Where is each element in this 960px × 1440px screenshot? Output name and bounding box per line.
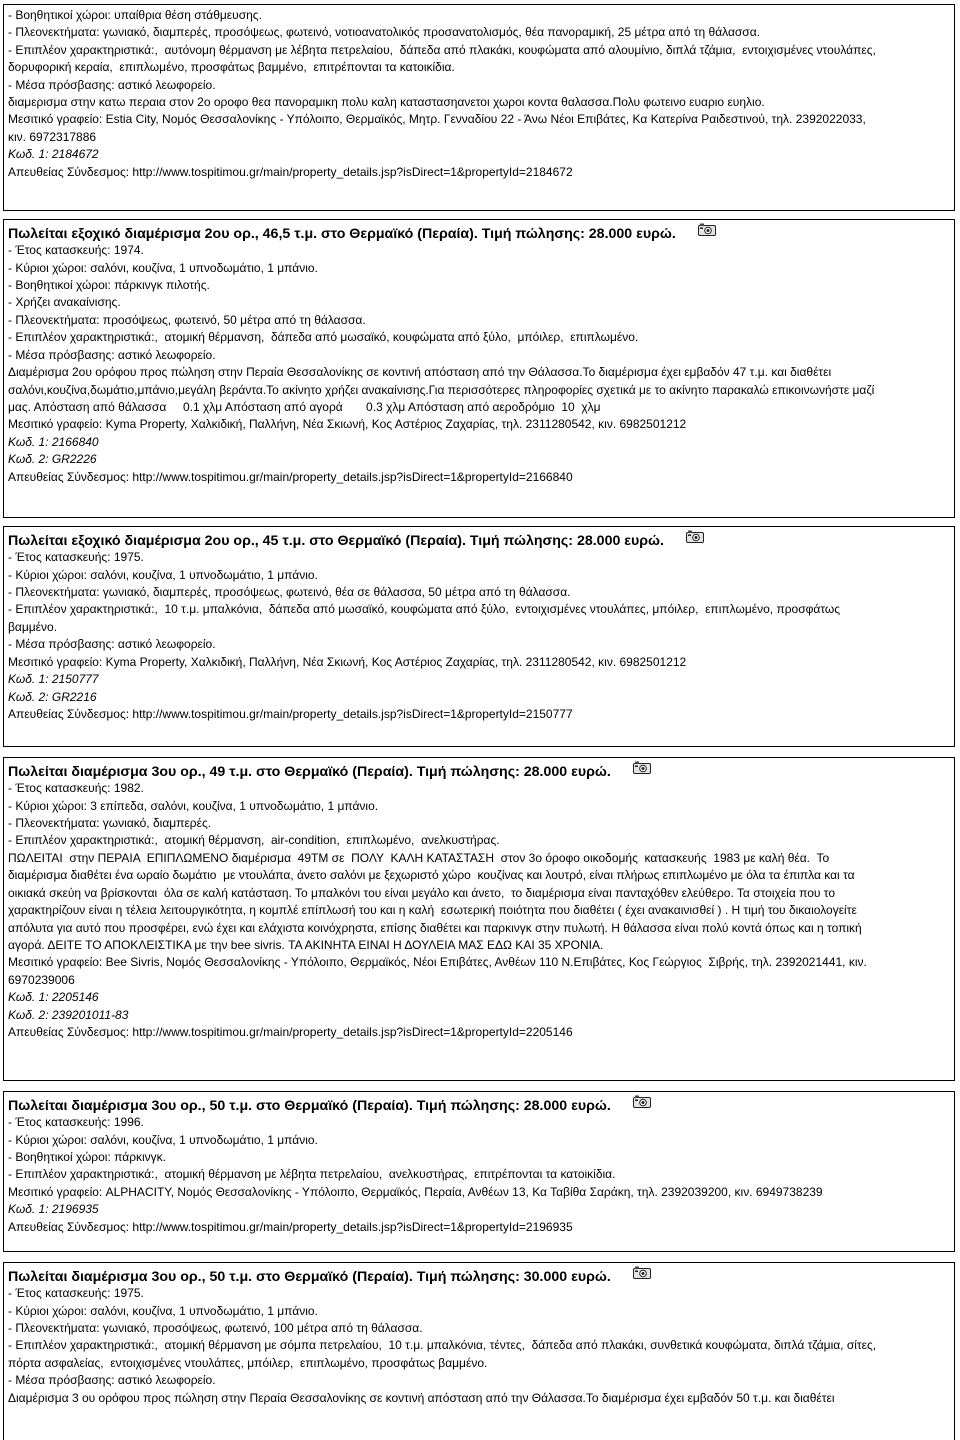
- direct-link[interactable]: Απευθείας Σύνδεσμος: http://www.tospitimou.gr/main/property_details.jsp?isDirect=1&propertyId=2150777: [8, 706, 573, 721]
- agency-line-cont: 6970239006: [8, 972, 75, 987]
- listing-title: Πωλείται διαμέρισμα 3ου ορ., 49 τ.μ. στο Θερμαϊκό (Περαία). Τιμή πώλησης: 28.000 ευρώ.: [8, 764, 611, 780]
- listing-title: Πωλείται διαμέρισμα 3ου ορ., 50 τ.μ. στο Θερμαϊκό (Περαία). Τιμή πώλησης: 28.000 ευρώ.: [8, 1098, 611, 1114]
- year-built-line: - Έτος κατασκευής: 1975.: [8, 1286, 144, 1301]
- camera-icon[interactable]: [633, 1094, 651, 1114]
- description-line: Διαμέρισμα 3 ου ορόφου προς πώληση στην Περαία Θεσσαλονίκης σε κοντινή απόσταση από την Θάλασσα.Το διαμέρισμα έχει εμβαδόν 50 τ.μ. και διαθέτει: [8, 1390, 835, 1405]
- renovation-line: - Χρήζει ανακαίνισης.: [8, 295, 121, 310]
- advantages-line: - Πλεονεκτήματα: γωνιακό, προσόψεως, φωτεινό, 100 μέτρα από τη θάλασσα.: [8, 1321, 423, 1336]
- listing-card-6: [3, 1262, 955, 1440]
- property-code-1: Κωδ. 1: 2196935: [8, 1202, 99, 1217]
- advantages-line: - Πλεονεκτήματα: γωνιακό, διαμπερές, προσόψεως, φωτεινό, νοτιοανατολικός προσανατολισμός, θέα πανοραμική, 25 μέτρα από τη θάλασσα.: [8, 25, 760, 40]
- listing-title: Πωλείται εξοχικό διαμέρισμα 2ου ορ., 46,5 τ.μ. στο Θερμαϊκό (Περαία). Τιμή πώλησης: 28.000 ευρώ.: [8, 226, 676, 242]
- extra-features-line: - Επιπλέον χαρακτηριστικά:, ατομική θέρμανση με σόμπα πετρελαίου, 10 τ.μ. μπαλκόνια, τέντες, δάπεδα από πλακάκι, συνθετικά κουφώματα, διπλά τζάμια, σίτες,: [8, 1338, 877, 1353]
- advantages-line: - Πλεονεκτήματα: γωνιακό, διαμπερές.: [8, 816, 212, 831]
- camera-icon[interactable]: [698, 222, 716, 242]
- main-spaces-line: - Κύριοι χώροι: 3 επίπεδα, σαλόνι, κουζίνα, 1 υπνοδωμάτιο, 1 μπάνιο.: [8, 798, 379, 813]
- main-spaces-line: - Κύριοι χώροι: σαλόνι, κουζίνα, 1 υπνοδωμάτιο, 1 μπάνιο.: [8, 1303, 318, 1318]
- description-line: διαμερισμα στην κατω περαια στον 2ο οροφο θεα πανοραμικη πολυ καλη καταστασηανετοι χωροι κοντα θαλασσα.Πολυ φωτεινο ευαριο ευηλιο.: [8, 95, 765, 110]
- agency-line: Μεσιτικό γραφείο: ALPHACITY, Νομός Θεσσαλονίκης - Υπόλοιπο, Θερμαϊκός, Περαία, Ανθέων 13, Κα Ταβίθα Σαράκη, τηλ. 2392039200, κιν. 6949738239: [8, 1184, 823, 1199]
- camera-icon[interactable]: [686, 529, 704, 549]
- direct-link[interactable]: Απευθείας Σύνδεσμος: http://www.tospitimou.gr/main/property_details.jsp?isDirect=1&propertyId=2196935: [8, 1219, 573, 1234]
- transport-line: - Μέσα πρόσβασης: αστικό λεωφορείο.: [8, 347, 216, 362]
- main-spaces-line: - Κύριοι χώροι: σαλόνι, κουζίνα, 1 υπνοδωμάτιο, 1 μπάνιο.: [8, 260, 318, 275]
- property-code-1: Κωδ. 1: 2184672: [8, 147, 99, 162]
- property-code-2: Κωδ. 2: 239201011-83: [8, 1007, 129, 1022]
- description-line: οικιακά σκεύη να βρίσκονται όλα σε καλή κατάσταση. Το μπαλκόνι του είναι μεγάλο και άνετο, το διαμέρισμα είναι πανταχόθεν ελεύθερο. Τα στοιχεία που το: [8, 885, 836, 900]
- listing-title-row: [8, 531, 954, 551]
- agency-line: Μεσιτικό γραφείο: Estia City, Νομός Θεσσαλονίκης - Υπόλοιπο, Θερμαϊκός, Μητρ. Γενναδίου 22 - Άνω Νέοι Επιβάτες, Κα Κατερίνα Ραιδεστινού, τηλ. 2392022033,: [8, 112, 866, 127]
- main-spaces-line: - Κύριοι χώροι: σαλόνι, κουζίνα, 1 υπνοδωμάτιο, 1 μπάνιο.: [8, 567, 318, 582]
- property-code-2: Κωδ. 2: GR2216: [8, 689, 97, 704]
- extra-features-line: - Επιπλέον χαρακτηριστικά:, 10 τ.μ. μπαλκόνια, δάπεδα από μωσαϊκό, κουφώματα από ξύλο, εντοιχισμένες ντουλάπες, μπόιλερ, επιπλωμένο, προσφάτως: [8, 602, 841, 617]
- transport-line: - Μέσα πρόσβασης: αστικό λεωφορείο.: [8, 1373, 216, 1388]
- agency-line: Μεσιτικό γραφείο: Kyma Property, Χαλκιδική, Παλλήνη, Νέα Σκιωνή, Κος Αστέριος Ζαχαρίας, τηλ. 2311280542, κιν. 6982501212: [8, 417, 687, 432]
- agency-line: Μεσιτικό γραφείο: Kyma Property, Χαλκιδική, Παλλήνη, Νέα Σκιωνή, Κος Αστέριος Ζαχαρίας, τηλ. 2311280542, κιν. 6982501212: [8, 654, 687, 669]
- listing-title-row: [8, 1267, 954, 1287]
- direct-link[interactable]: Απευθείας Σύνδεσμος: http://www.tospitimou.gr/main/property_details.jsp?isDirect=1&propertyId=2184672: [8, 164, 573, 179]
- property-code-2: Κωδ. 2: GR2226: [8, 452, 97, 467]
- description-line: χαρακτηρίζουν είναι η τέλεια λειτουργικότητα, η κομπλέ επίπλωσή του και η καλή εσωτερική ποιότητα που διαθέτει ( έχει ανακαινισθεί ) . Η τιμή του δικαιολογείτε: [8, 903, 857, 918]
- description-line: μας. Απόσταση από θάλασσα 0.1 χλμ Απόσταση από αγορά 0.3 χλμ Απόσταση από αεροδρόμιο 10 χλμ: [8, 399, 601, 414]
- property-code-1: Κωδ. 1: 2205146: [8, 990, 99, 1005]
- property-code-1: Κωδ. 1: 2150777: [8, 672, 99, 687]
- transport-line: - Μέσα πρόσβασης: αστικό λεωφορείο.: [8, 637, 216, 652]
- extra-features-line: - Επιπλέον χαρακτηριστικά:, ατομική θέρμανση, δάπεδα από μωσαϊκό, κουφώματα από ξύλο, μπόιλερ, επιπλωμένο.: [8, 330, 639, 345]
- description-line: αγορά. ΔΕΙΤΕ ΤΟ ΑΠΟΚΛΕΙΣΤΙΚΑ με την bee sivris. ΤΑ ΑΚΙΝΗΤΑ ΕΙΝΑΙ Η ΔΟΥΛΕΙΑ ΜΑΣ ΕΔΩ ΚΑΙ 35 ΧΡΟΝΙΑ.: [8, 937, 604, 952]
- description-line: απόλυτα για αυτό που προσφέρει, ενώ έχει και ελάχιστα κοινόχρηστα, επίσης διαθέτει και παρκινγκ στην πυλωτή. Η θάλασσα είναι πολύ κοντά όπως και η τοπική: [8, 920, 862, 935]
- year-built-line: - Έτος κατασκευής: 1975.: [8, 550, 144, 565]
- camera-icon[interactable]: [633, 1265, 651, 1285]
- year-built-line: - Έτος κατασκευής: 1974.: [8, 243, 144, 258]
- listing-title: Πωλείται εξοχικό διαμέρισμα 2ου ορ., 45 τ.μ. στο Θερμαϊκό (Περαία). Τιμή πώλησης: 28.000 ευρώ.: [8, 533, 664, 549]
- direct-link[interactable]: Απευθείας Σύνδεσμος: http://www.tospitimou.gr/main/property_details.jsp?isDirect=1&propertyId=2166840: [8, 469, 573, 484]
- main-spaces-line: - Κύριοι χώροι: σαλόνι, κουζίνα, 1 υπνοδωμάτιο, 1 μπάνιο.: [8, 1132, 318, 1147]
- agency-line: Μεσιτικό γραφείο: Bee Sivris, Νομός Θεσσαλονίκης - Υπόλοιπο, Θερμαϊκός, Νέοι Επιβάτες, Ανθέων 110 Ν.Επιβάτες, Κος Γεώργιος Σιβρής, τηλ. 2392021441, κιν.: [8, 955, 867, 970]
- auxiliary-spaces-line: - Βοηθητικοί χώροι: υπαίθρια θέση στάθμευσης.: [8, 8, 262, 22]
- year-built-line: - Έτος κατασκευής: 1982.: [8, 781, 144, 796]
- extra-features-line: - Επιπλέον χαρακτηριστικά:, ατομική θέρμανση με λέβητα πετρελαίου, ανελκυστήρας, επιτρέπονται τα κατοικίδια.: [8, 1167, 616, 1182]
- description-line: Διαμέρισμα 2ου ορόφου προς πώληση στην Περαία Θεσσαλονίκης σε κοντινή απόσταση από την Θάλασσα.Το διαμέρισμα έχει εμβαδόν 47 τ.μ. και διαθέτει: [8, 365, 832, 380]
- property-code-1: Κωδ. 1: 2166840: [8, 434, 99, 449]
- transport-line: - Μέσα πρόσβασης: αστικό λεωφορείο.: [8, 77, 216, 92]
- listing-card-5: [3, 1091, 955, 1252]
- listing-card-1: [3, 4, 955, 211]
- description-line: σαλόνι,κουζίνα,δωμάτιο,μπάνιο,μεγάλη βεράντα.Το ακίνητο χρήζει ανακαίνισης.Για περισσότερες πληροφορίες σχετικά με το ακίνητο παρακαλώ επικοινωνήστε μαζί: [8, 382, 875, 397]
- listing-title-row: [8, 1096, 954, 1116]
- camera-icon[interactable]: [633, 760, 651, 780]
- extra-features-line-cont: βαμμένο.: [8, 619, 58, 634]
- description-line: ΠΩΛΕΙΤΑΙ στην ΠΕΡΑΙΑ ΕΠΙΠΛΩΜΕΝΟ διαμέρισμα 49ΤΜ σε ΠΟΛΥ ΚΑΛΗ ΚΑΤΑΣΤΑΣΗ στον 3ο όροφο οικοδομής κατασκευής 1983 με καλή θέα. Το: [8, 850, 830, 865]
- extra-features-line: - Επιπλέον χαρακτηριστικά:, ατομική θέρμανση, air-condition, επιπλωμένο, ανελκυστήρας.: [8, 833, 500, 848]
- listing-card-4: [3, 757, 955, 1081]
- agency-line-cont: κιν. 6972317886: [8, 129, 97, 144]
- listing-title-row: [8, 224, 954, 244]
- auxiliary-spaces-line: - Βοηθητικοί χώροι: πάρκινγκ πιλοτής.: [8, 278, 210, 293]
- extra-features-line-cont: δορυφορική κεραία, επιπλωμένο, προσφάτως βαμμένο, επιτρέπονται τα κατοικίδια.: [8, 60, 455, 75]
- extra-features-line: - Επιπλέον χαρακτηριστικά:, αυτόνομη θέρμανση με λέβητα πετρελαίου, δάπεδα από πλακάκι, κουφώματα από αλουμίνιο, διπλά τζάμια, εντοιχισμένες ντουλάπες,: [8, 42, 876, 57]
- extra-features-line-cont: πόρτα ασφαλείας, εντοιχισμένες ντουλάπες, μπόιλερ, επιπλωμένο, προσφάτως βαμμένο.: [8, 1355, 488, 1370]
- listing-card-2: [3, 219, 955, 518]
- year-built-line: - Έτος κατασκευής: 1996.: [8, 1115, 144, 1130]
- direct-link[interactable]: Απευθείας Σύνδεσμος: http://www.tospitimou.gr/main/property_details.jsp?isDirect=1&propertyId=2205146: [8, 1024, 573, 1039]
- listing-title-row: [8, 762, 954, 782]
- listing-title: Πωλείται διαμέρισμα 3ου ορ., 50 τ.μ. στο Θερμαϊκό (Περαία). Τιμή πώλησης: 30.000 ευρώ.: [8, 1269, 611, 1285]
- listing-card-3: [3, 526, 955, 747]
- advantages-line: - Πλεονεκτήματα: προσόψεως, φωτεινό, 50 μέτρα από τη θάλασσα.: [8, 312, 366, 327]
- auxiliary-spaces-line: - Βοηθητικοί χώροι: πάρκινγκ.: [8, 1150, 167, 1165]
- description-line: διαμέρισμα διαθέτει ένα ωραίο δωμάτιο με ντουλάπα, άνετο σαλόνι με ξεχωριστό χώρο κουζίνας και λουτρό, είναι πλήρως επιπλωμένο με όλα τα έπιπλα και τα: [8, 868, 855, 883]
- advantages-line: - Πλεονεκτήματα: γωνιακό, διαμπερές, προσόψεως, φωτεινό, θέα σε θάλασσα, 50 μέτρα από τη θάλασσα.: [8, 585, 571, 600]
